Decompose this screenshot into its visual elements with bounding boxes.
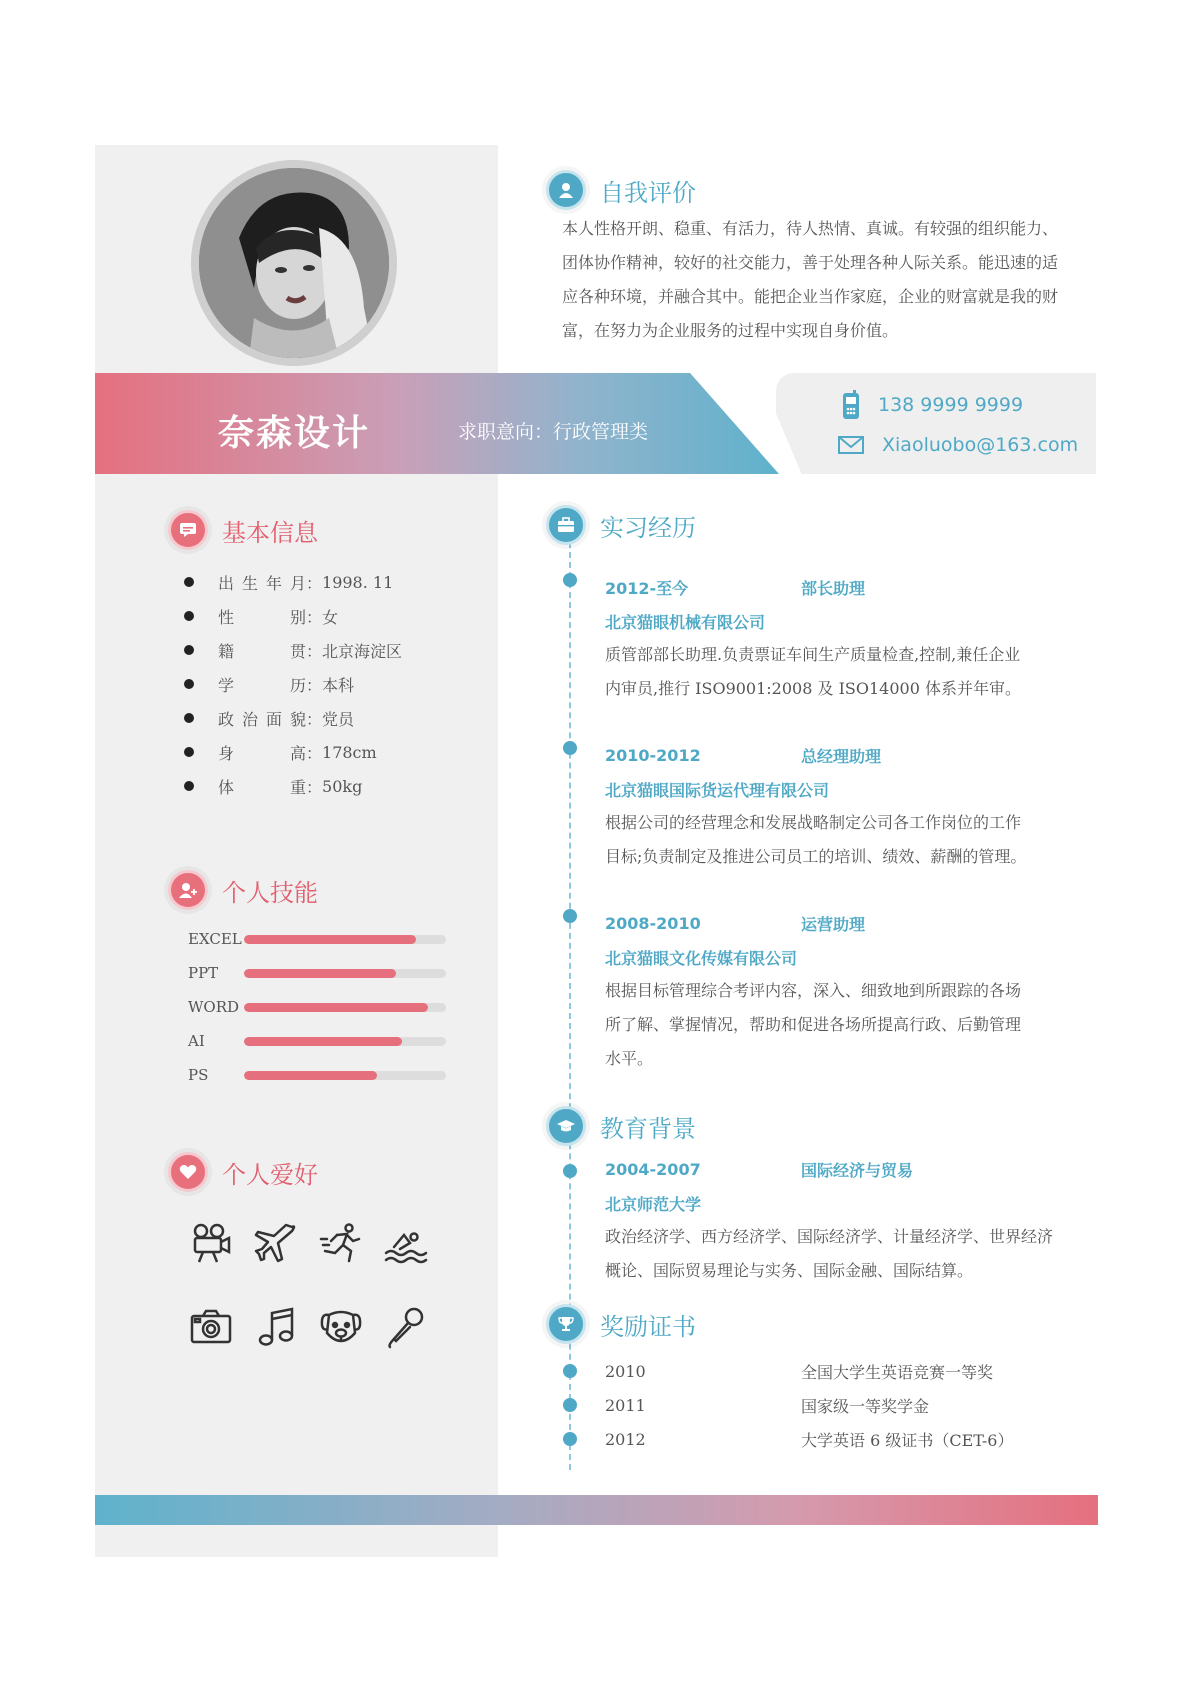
music-note-icon [253, 1304, 299, 1350]
skills-title: 个人技能 [222, 878, 318, 907]
mobile-phone-icon [842, 390, 860, 420]
self-eval-title: 自我评价 [600, 178, 696, 207]
swimming-icon [383, 1220, 429, 1266]
running-icon [318, 1220, 364, 1266]
award-row [605, 1354, 993, 1388]
skill-row [188, 1058, 446, 1092]
dog-icon [318, 1304, 364, 1350]
education-major: 国际经济与贸易 [801, 1160, 914, 1180]
basic-info-list [184, 565, 402, 803]
phone-row [842, 390, 1023, 420]
skill-bar-track [244, 969, 446, 978]
skill-bar-fill [244, 1003, 428, 1012]
graduation-cap-icon [546, 1106, 586, 1146]
skill-row [188, 956, 446, 990]
skill-name: PS [188, 1066, 209, 1084]
person-plus-icon [168, 870, 208, 910]
entry-description: 根据公司的经营理念和发展战略制定公司各工作岗位的工作目标;负责制定及推进公司员工的培训、绩效、薪酬的管理。 [605, 813, 1027, 866]
award-name: 国家级一等奖学金 [801, 1396, 930, 1416]
skill-row [188, 1024, 446, 1058]
education-title: 教育背景 [600, 1114, 696, 1143]
skill-name: EXCEL [188, 930, 242, 948]
education-header [546, 1106, 696, 1146]
self-eval-text: 本人性格开朗、稳重、有活力，待人热情、真诚。有较强的组织能力、团体协作精神，较好的社交能力，善于处理各种人际关系。能迅速的适应各种环境，并融合其中。能把企业当作家庭，企业的财富就是我的财富，在努力为企业服务的过程中实现自身价值。 [562, 219, 1059, 340]
basic-info-title: 基本信息 [222, 518, 318, 547]
entry-company: 北京猫眼文化传媒有限公司 [605, 948, 798, 968]
film-camera-icon [188, 1220, 234, 1266]
timeline-dot [563, 909, 577, 923]
self-eval-header [546, 170, 696, 210]
camera-icon [188, 1304, 234, 1350]
email-address: Xiaoluobo@163.com [882, 434, 1079, 456]
entry-company: 北京猫眼国际货运代理有限公司 [605, 780, 830, 800]
microphone-icon [383, 1304, 429, 1350]
skill-name: AI [188, 1032, 205, 1050]
skill-name: PPT [188, 964, 219, 982]
award-year: 2011 [605, 1395, 646, 1415]
envelope-icon [838, 436, 864, 454]
hobby-icons [188, 1220, 448, 1350]
hobbies-header [168, 1152, 318, 1192]
entry-role: 运营助理 [801, 914, 866, 934]
skills-list [188, 922, 446, 1092]
list-item: 出生年月 ： 1998. 11 [184, 565, 402, 599]
internship-entry [605, 570, 1075, 706]
education-period: 2004-2007 [605, 1159, 701, 1179]
avatar [199, 168, 389, 358]
skill-bar-track [244, 1071, 446, 1080]
skill-bar-fill [244, 1037, 402, 1046]
skill-bar-fill [244, 1071, 377, 1080]
timeline-dot [563, 1164, 577, 1178]
hobbies-title: 个人爱好 [222, 1160, 318, 1189]
education-school: 北京师范大学 [605, 1194, 702, 1214]
timeline-dot [563, 1364, 577, 1378]
internship-header [546, 505, 696, 545]
timeline-dot [563, 741, 577, 755]
skill-bar-track [244, 1037, 446, 1046]
skill-bar-track [244, 1003, 446, 1012]
award-year: 2012 [605, 1429, 646, 1449]
list-item: 学历 ： 本科 [184, 667, 402, 701]
skill-name: WORD [188, 998, 240, 1016]
entry-period: 2008-2010 [605, 913, 701, 933]
entry-role: 部长助理 [801, 578, 866, 598]
trophy-icon [546, 1304, 586, 1344]
phone-number: 138 9999 9999 [878, 394, 1024, 416]
internship-entry [605, 738, 1075, 874]
entry-description: 根据目标管理综合考评内容，深入、细致地到所跟踪的各场所了解、掌握情况，帮助和促进各场所提高行政、后勤管理水平。 [605, 981, 1022, 1068]
award-row [605, 1388, 929, 1422]
award-name: 全国大学生英语竞赛一等奖 [801, 1362, 994, 1382]
award-name: 大学英语 6 级证书（CET-6） [801, 1430, 1014, 1450]
award-row [605, 1422, 1013, 1456]
skill-row [188, 990, 446, 1024]
entry-role: 总经理助理 [801, 746, 882, 766]
timeline-dot [563, 1432, 577, 1446]
education-entry [605, 1152, 1075, 1288]
list-item: 籍贯 ： 北京海淀区 [184, 633, 402, 667]
education-description: 政治经济学、西方经济学、国际经济学、计量经济学、世界经济概论、国际贸易理论与实务、国际金融、国际结算。 [605, 1227, 1054, 1280]
list-item: 身高 ： 178cm [184, 735, 402, 769]
chat-bubble-icon [168, 510, 208, 550]
skills-header [168, 870, 318, 910]
list-item: 性别 ： 女 [184, 599, 402, 633]
awards-title: 奖励证书 [600, 1312, 696, 1341]
airplane-icon [253, 1220, 299, 1266]
awards-header [546, 1304, 696, 1344]
briefcase-icon [546, 505, 586, 545]
basic-info-header [168, 510, 318, 550]
contact-box [776, 373, 1096, 474]
email-row [838, 434, 1078, 456]
list-item: 体重 ： 50kg [184, 769, 402, 803]
entry-period: 2010-2012 [605, 745, 701, 765]
skill-bar-fill [244, 935, 416, 944]
name-banner [95, 373, 779, 474]
job-intent: 求职意向：行政管理类 [458, 421, 649, 443]
skill-bar-fill [244, 969, 396, 978]
entry-description: 质管部部长助理.负责票证车间生产质量检查,控制,兼任企业内审员,推行 ISO9001:2008 及 ISO14000 体系并年审。 [605, 645, 1021, 698]
candidate-name: 奈森设计 [218, 413, 371, 454]
person-icon [546, 170, 586, 210]
internship-entry [605, 906, 1075, 1076]
skill-row [188, 922, 446, 956]
list-item: 政治面貌 ： 党员 [184, 701, 402, 735]
internship-title: 实习经历 [600, 513, 696, 542]
heart-icon [168, 1152, 208, 1192]
bottom-gradient-bar [95, 1495, 1098, 1525]
timeline-dot [563, 1398, 577, 1412]
timeline-dot [563, 573, 577, 587]
entry-company: 北京猫眼机械有限公司 [605, 612, 766, 632]
entry-period: 2012-至今 [605, 578, 689, 598]
skill-bar-track [244, 935, 446, 944]
award-year: 2010 [605, 1361, 646, 1381]
